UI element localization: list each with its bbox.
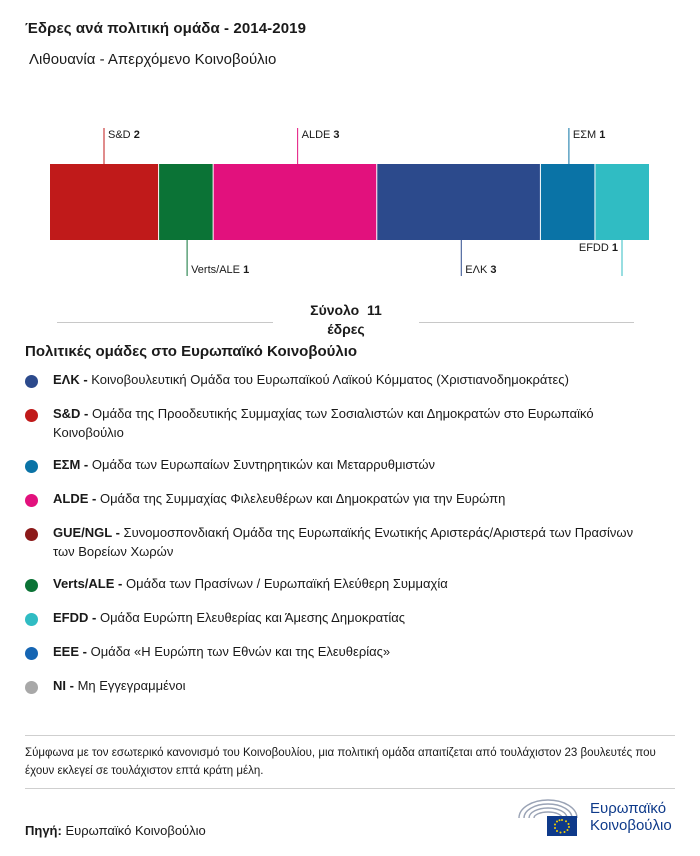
legend-description: Ομάδα των Ευρωπαίων Συντηρητικών και Μεταρρυθμιστών: [88, 457, 435, 472]
legend-abbr: Verts/ALE -: [53, 576, 123, 591]
bar-segment-ελκ: [377, 164, 540, 240]
legend-text: [53, 608, 653, 627]
legend-text: [53, 455, 653, 474]
legend-description: Ομάδα «Η Ευρώπη των Εθνών και της Ελευθερίας»: [86, 644, 391, 659]
bar-label-efdd: EFDD 1: [578, 242, 618, 254]
legend-text: [53, 642, 653, 661]
legend-description: Μη Εγγεγραμμένοι: [73, 678, 186, 693]
legend-abbr: ALDE -: [53, 491, 97, 506]
legend-dot-icon: [25, 681, 38, 694]
total-seats-unit: έδρες: [327, 321, 365, 337]
legend-dot-icon: [25, 494, 38, 507]
legend-text: [53, 676, 653, 695]
legend-text: [53, 489, 653, 508]
legend-description: Ομάδα της Προοδευτικής Συμμαχίας των Σοσιαλιστών και Δημοκρατών στο Ευρωπαϊκό Κοινοβούλιο: [53, 406, 594, 440]
legend-description: Κοινοβουλευτική Ομάδα του Ευρωπαϊκού Λαϊκού Κόμματος (Χριστιανοδημοκράτες): [87, 372, 569, 387]
legend-text: [53, 370, 653, 389]
page-title: Έδρες ανά πολιτική ομάδα - 2014-2019: [25, 20, 307, 37]
bar-segment-s-d: [50, 164, 158, 240]
logo-text: [590, 800, 672, 834]
bar-segment-efdd: [595, 164, 649, 240]
bar-segment-verts-ale: [159, 164, 213, 240]
total-seats: [273, 301, 419, 339]
legend-dot-icon: [25, 647, 38, 660]
legend-dot-icon: [25, 409, 38, 422]
bar-label-εσμ: ΕΣΜ 1: [572, 129, 606, 141]
parliament-hemicycle-icon: [513, 796, 583, 840]
footnote: Σύμφωνα με τον εσωτερικό κανονισμό του Κοινοβουλίου, μια πολιτική ομάδα απαιτίζεται από τουλάχιστον 23 βουλευτές που έχουν εκλεγεί σε τουλάχιστον επτά κράτη μέλη.: [25, 747, 656, 777]
logo-line-1: Ευρωπαϊκό: [590, 800, 667, 817]
legend-description: Συνομοσπονδιακή Ομάδα της Ευρωπαϊκής Ενωτικής Αριστεράς/Αριστερά των Πρασίνων των Βορείων Χωρών: [53, 525, 634, 559]
logo-line-2: Κοινοβούλιο: [590, 817, 672, 834]
bar-label-verts-ale: Verts/ALE 1: [191, 264, 250, 276]
bar-label-s-d: S&D 2: [108, 129, 140, 141]
bar-segment-εσμ: [541, 164, 595, 240]
legend-abbr: S&D -: [53, 406, 89, 421]
legend-description: Ομάδα των Πρασίνων / Ευρωπαϊκή Ελεύθερη Συμμαχία: [122, 576, 448, 591]
legend-text: [53, 574, 653, 593]
legend-dot-icon: [25, 579, 38, 592]
legend-dot-icon: [25, 375, 38, 388]
legend-abbr: GUE/NGL -: [53, 525, 120, 540]
bar-segment-alde: [214, 164, 377, 240]
legend-description: Ομάδα Ευρώπη Ελευθερίας και Άμεσης Δημοκρατίας: [96, 610, 406, 625]
legend-text: [53, 523, 653, 561]
seats-stacked-bar-chart: [0, 120, 700, 290]
page-subtitle: Λιθουανία - Απερχόμενο Κοινοβούλιο: [29, 51, 277, 68]
legend-description: Ομάδα της Συμμαχίας Φιλελευθέρων και Δημοκρατών για την Ευρώπη: [96, 491, 506, 506]
source-value: Ευρωπαϊκό Κοινοβούλιο: [65, 823, 206, 838]
legend-abbr: EFDD -: [53, 610, 97, 625]
legend-text: [53, 404, 653, 442]
source-label: Πηγή:: [25, 823, 62, 838]
legend-dot-icon: [25, 460, 38, 473]
european-parliament-logo: [513, 796, 683, 840]
bar-label-alde: ALDE 3: [301, 129, 340, 141]
note-divider-top: [25, 735, 675, 736]
legend-abbr: ΕΕΕ -: [53, 644, 87, 659]
bar-label-ελκ: ΕΛΚ 3: [465, 264, 497, 276]
total-divider-left: [57, 322, 273, 323]
legend-dot-icon: [25, 528, 38, 541]
legend-dot-icon: [25, 613, 38, 626]
total-seats-count: Σύνολο 11: [310, 302, 382, 318]
source: [25, 823, 206, 838]
note-divider-bottom: [25, 788, 675, 789]
legend-abbr: ΕΛΚ -: [53, 372, 88, 387]
legend-title: Πολιτικές ομάδες στο Ευρωπαϊκό Κοινοβούλιο: [25, 343, 358, 360]
legend-abbr: NI -: [53, 678, 74, 693]
legend-abbr: ΕΣΜ -: [53, 457, 89, 472]
total-divider-right: [419, 322, 634, 323]
